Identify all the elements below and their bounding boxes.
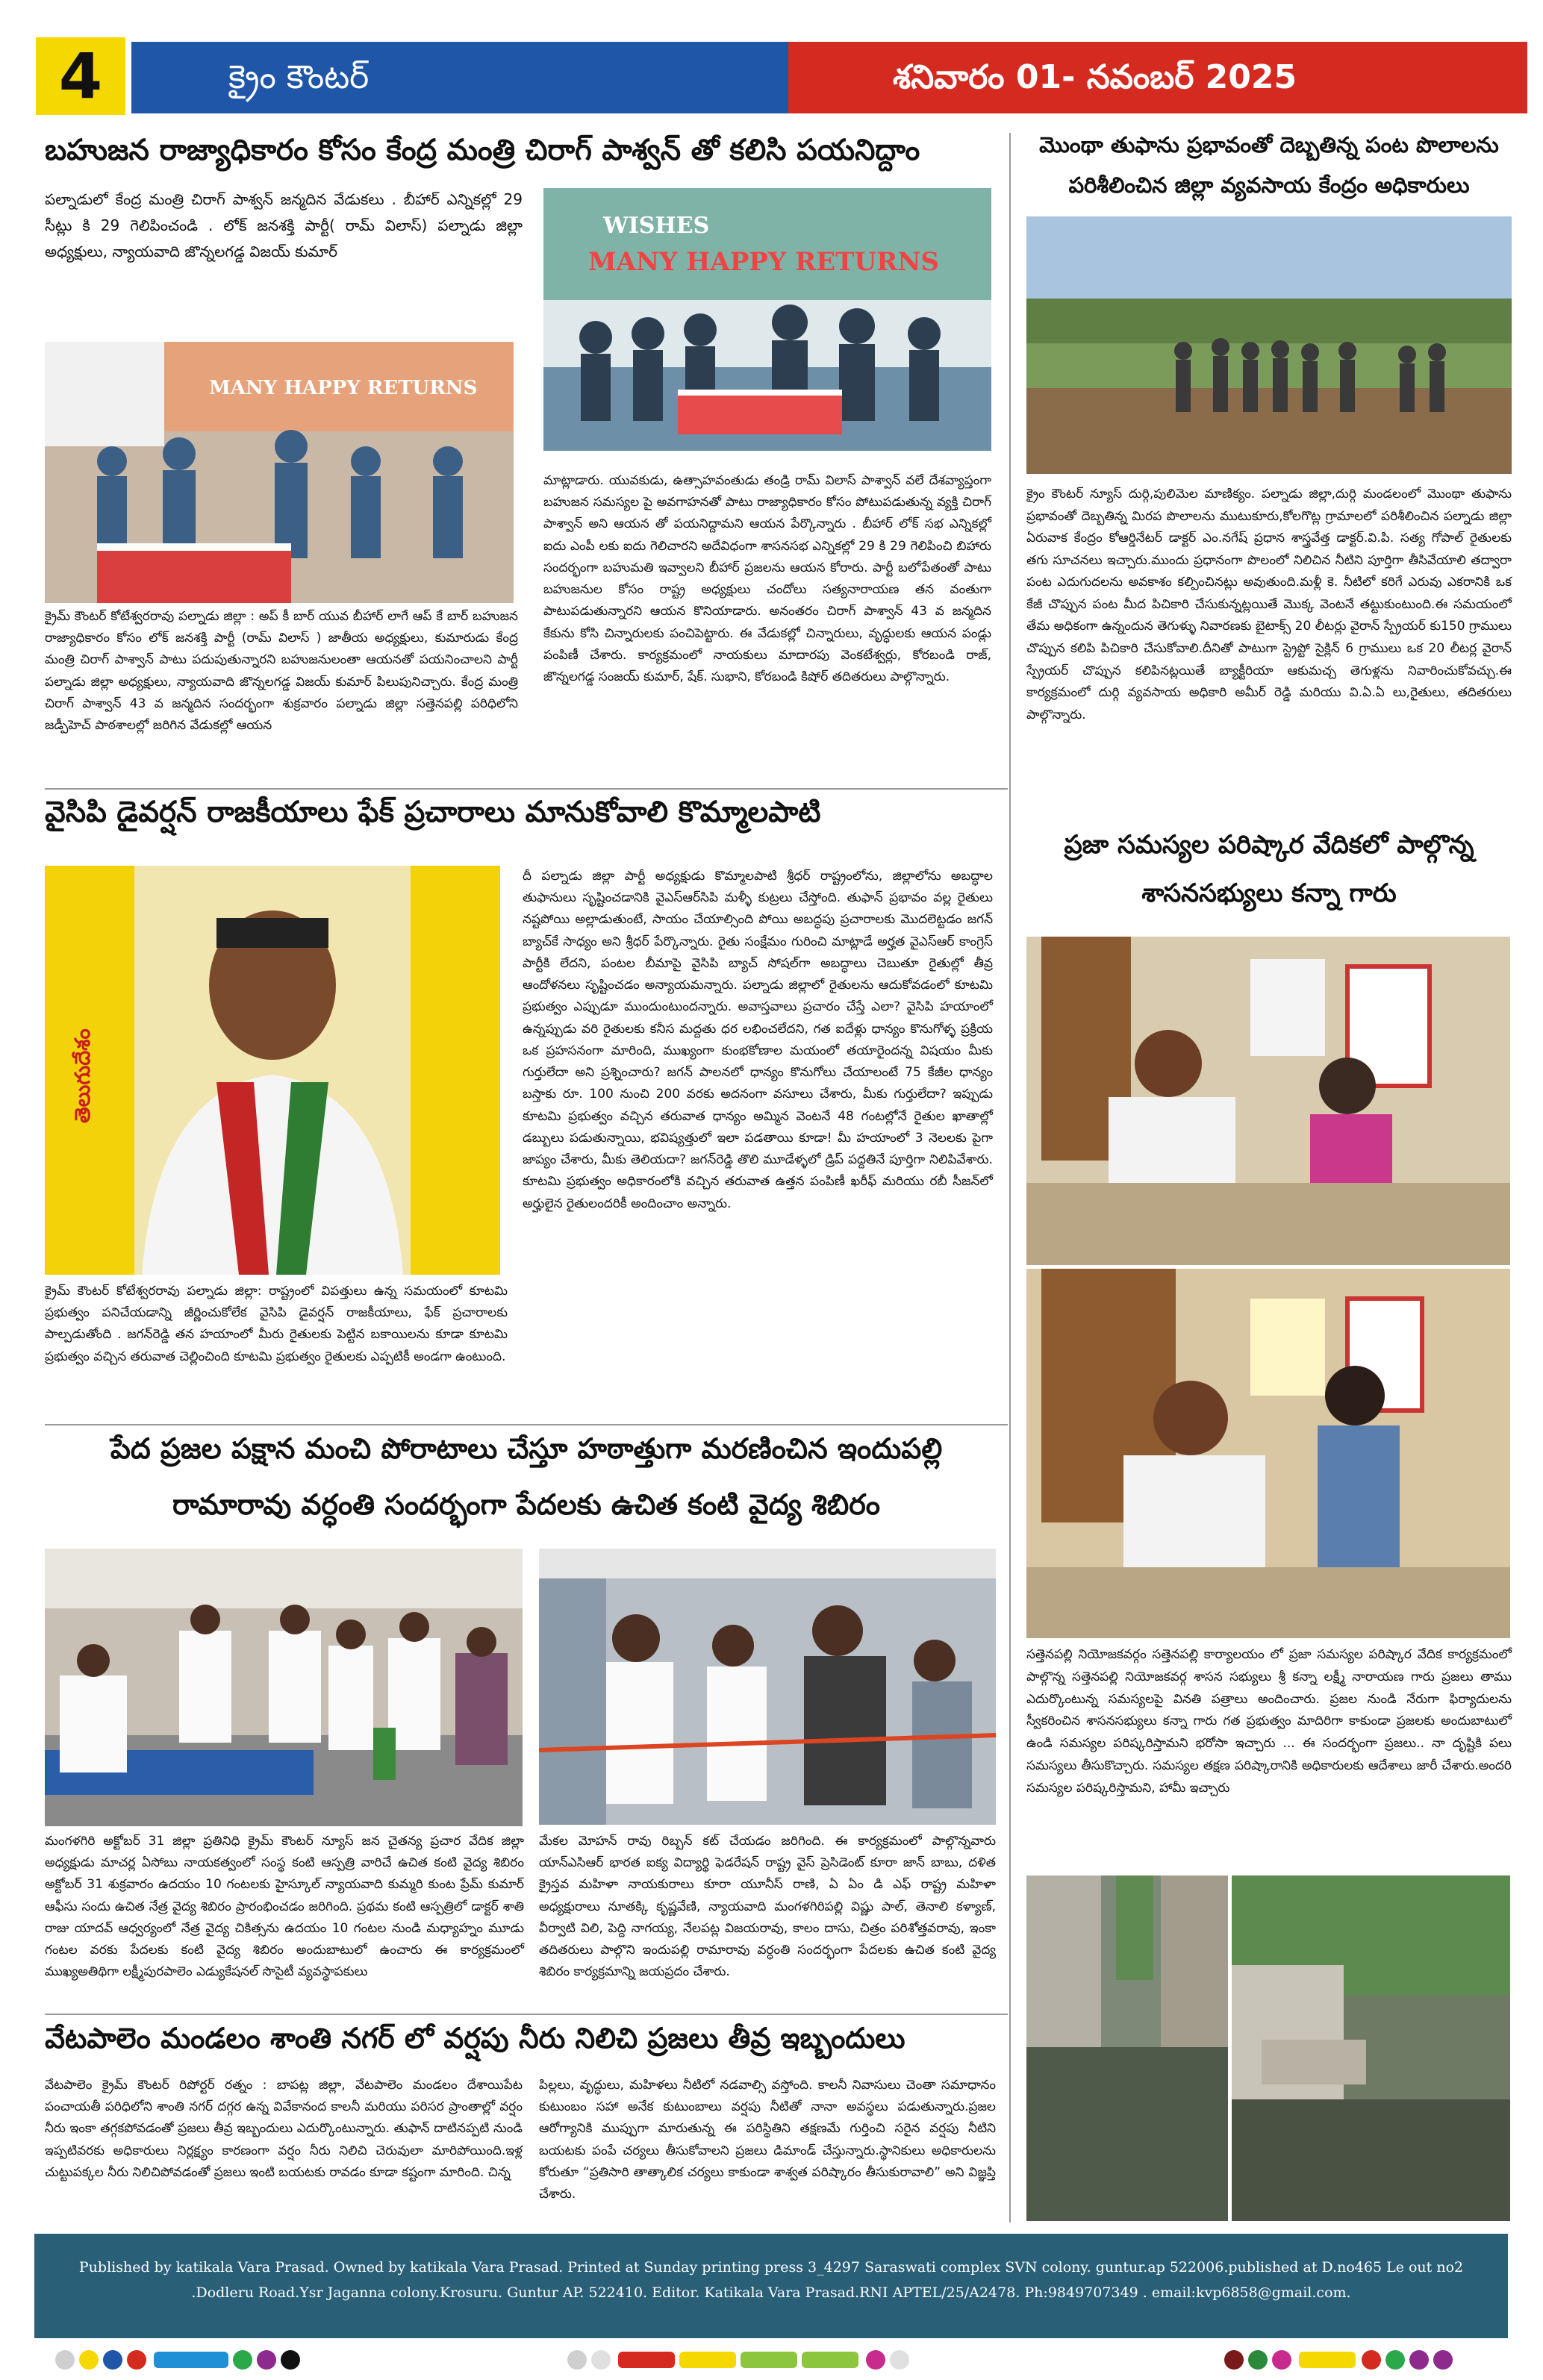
story6-body-left: వేటపాలెం క్రైమ్ కౌంటర్ రిపోర్టర్ రత్నం : బాపట్ల జిల్లా, వేటపాలెం మండలం దేశాయిపేట పంచాయతీ పరిధిలోని శాంతి నగర్ దగ్గర ఉన్న వివేకానంద కాలనీ మరియు పరిసర ప్రాంతాల్లో వర్షం నీరు ఇంకా తగ్గకపోవడంతో ప్రజలు తీవ్ర ఇబ్బందులు ఎదుర్కొంటున్నారు. తుఫాన్ దాటినప్పటి నుండి ఇప్పటివరకు అధికారులు నిర్లక్ష్యం కారణంగా వర్షం నీరు నిలిచి చెరువులా మారిపోయింది.ఇళ్ల చుట్టుపక్కల నీరు నిలిచిపోవడంతో ప్రజలు ఇంటి బయటకు రావడం కూడా కష్టంగా మారింది. చిన్న xyxy=(45,2078,523,2180)
section-divider xyxy=(45,1424,1008,1425)
footer-line1: Published by katikala Vara Prasad. Owned by katikala Vara Prasad. Printed at Sunday printing press 3_4297 Saraswati complex SVN colony. guntur.ap 522006.published at D.no465 Le out no2 xyxy=(78,2259,1464,2276)
story1-photo-cake xyxy=(543,188,991,451)
story3-body-left: క్రైమ్ కౌంటర్ కోటేశ్వరరావు పల్నాడు జిల్లా: రాష్ట్రంలో విపత్తులు ఉన్న సమయంలో కూటమి ప్రభుత్వం పనిచేయడాన్ని జీర్ణించుకోలేక వైసిపి డైవర్షన్ రాజకీయాలు, ఫేక్ ప్రచారాలకు పాల్పడుతోంది . జగన్‌రెడ్డి తన హయాంలో మీరు రైతులకు పెట్టిన బకాయిలను కూడా కూటమి ప్రభుత్వం వచ్చిన తరువాత చెల్లించింది కూటమి ప్రభుత్వం రైతులకు ఎప్పటికీ అండగా ఉంటుంది. xyxy=(45,1284,508,1364)
section-divider xyxy=(45,2014,1008,2015)
story1-intro: పల్నాడులో కేంద్ర మంత్రి చిరాగ్ పాశ్వన్ జన్మదిన వేడుకలు . బీహార్ ఎన్నికల్లో 29 సీట్లు కి 29 గెలిపించండి . లోక్ జనశక్తి పార్టీ( రామ్ విలాస్) పల్నాడు జిల్లా అధ్యక్షులు, న్యాయవాది జొన్నలగడ్డ విజయ్ కుమార్ xyxy=(45,190,523,260)
footer-line2: .Dodleru Road.Ysr Jaganna colony.Krosuru. Guntur AP. 522410. Editor. Katikala Vara Prasad.RNI APTEL/25/A2478. Ph:9849707349 . email:kvp6858@gmail.com. xyxy=(191,2284,1351,2301)
section-title: క్రైం కౌంటర్ xyxy=(131,42,788,113)
story5-headline-line2: రామారావు వర్ధంతి సందర్భంగా పేదలకు ఉచిత కంటి వైద్య శిబిరం xyxy=(172,1488,880,1521)
story3-photo-portrait xyxy=(45,866,500,1275)
story3-body-right: దీ పల్నాడు జిల్లా పార్టీ అధ్యక్షుడు కొమ్మాలపాటి శ్రీధర్ రాష్ట్రంలోను, జిల్లాలోను అబద్ధాల తుఫానులు సృష్టించడానికి వైఎస్ఆర్‌సిపి మళ్ళీ కుట్రలు చేస్తోంది. తుఫాన్ ప్రభావం వల్ల రైతులు నష్టపోయి అల్లాడుతుంటే, సాయం చేయాల్సింది పోయి అబద్ధపు ప్రచారాలకు మొదలెట్టడం జగన్ బ్యాచ్‌కే సాధ్యం అని శ్రీధర్ పేర్కొన్నారు. రైతు సంక్షేమం గురించి మాట్లాడే అర్హత వైఎస్ఆర్ కాంగ్రెస్ పార్టీకి లేదని, పంటల బీమాపై వైసిపి బ్యాచ్ సోషల్‌గా అబద్ధాలు చెబుతూ రైతుల్లో తీవ్ర ఆందోళనలు సృష్టించడం అన్యాయమన్నారు. పల్నాడు జిల్లాలో రైతులను ఆదుకోవడంలో కూటమి ప్రభుత్వం ఎప్పుడూ ముందుంటుందన్నారు. అవాస్తవాలు ప్రచారం చేస్తే ఎలా? వైసిపి హయాంలో ఉన్నప్పుడు వరి రైతులకు కనీస మద్దతు ధర లభించలేదని, గత ఐదేళ్లు ధాన్యం కొనుగోళ్ళ ప్రక్రియ ఒక ప్రహసనంగా మారింది, ముఖ్యంగా కుంభకోణాల మయంలో తయారైందన్న విషయం మీకు గుర్తులేదా అని ప్రశ్నించారు? జగన్ పాలనలో ధాన్యం కొనుగోలు చేయాలంటే 75 కేజీల ధాన్యం బస్తాకు రూ. 100 నుంచి 200 వరకు అదనంగా వసూలు చేశారు, మీకు గుర్తులేదా? ఇప్పుడు కూటమి ప్రభుత్వం వచ్చిన తరువాత ధాన్యం అమ్మిన వెంటనే 48 గంటల్లోనే రైతుల ఖాతాల్లో డబ్బులు పడుతున్నాయి, భవిష్యత్తులో ఇలా పడతాయి కూడా! మీ హయాంలో 3 నెలలకు పైగా జాప్యం చేశారు, మీకు తెలియదా? జగన్‌రెడ్డి తొలి మూడేళ్ళలో డ్రిప్ పద్దతినే పూర్తిగా నిలిపివేశారు. కూటమి ప్రభుత్వం అధికారంలోకి వచ్చిన తరువాత ఉత్తన పంపిణీ ఖరీఫ్ మరియు రబీ సీజన్‌లో అర్హులైన రైతులందరికీ అందించాం అన్నారు. xyxy=(523,869,993,1211)
page-number: 4 xyxy=(36,37,125,115)
story6-photo-2 xyxy=(1232,1875,1510,2221)
story6-photo-1 xyxy=(1026,1875,1228,2221)
story4-headline: ప్రజా సమస్యల పరిష్కార వేదికలో పాల్గొన్న శాసనసభ్యులు కన్నా గారు xyxy=(1064,830,1474,908)
story4-photo-1 xyxy=(1026,937,1510,1265)
story2-photo-field xyxy=(1026,216,1512,474)
story4-photo-2 xyxy=(1026,1269,1510,1638)
section-divider xyxy=(45,788,1008,790)
story2-headline: మొంథా తుఫాను ప్రభావంతో దెబ్బతిన్న పంట పొలాలను పరిశీలించిన జిల్లా వ్యవసాయ కేంద్రం అధికారులు xyxy=(1039,132,1499,198)
story5-body-left: మంగళగిరి అక్టోబర్ 31 జిల్లా ప్రతినిధి క్రైమ్ కౌంటర్ న్యూస్ జన చైతన్య ప్రచార వేదిక జిల్లా అధ్యక్షుడు మాచర్ల ఏసోబు నాయకత్వంలో సంస్థ కంటి ఆస్పత్రి వారిచే ఉచిత కంటి వైద్య శిబిరం అక్టోబర్ 31 శుక్రవారం ఉదయం 10 గంటలకు హైస్కూల్ న్యాయవాది కుమ్మరి కుంట ప్రేమ్ కుమార్ ఆఫీసు సందు ఉచిత నేత్ర వైద్య శిబిరం ప్రారంభించడం జరిగింది. ప్రథమ కంటి ఆస్పత్రిలో డాక్టర్ శాతి రాజు యాదవ్ ఆధ్వర్యంలో నేత్ర వైద్య చికిత్సను ఉదయం 10 గంటల నుండి మధ్యాహ్నం మూడు గంటల వరకు పేదలకు కంటి వైద్య శిబిరం అందుబాటులో ఉంచారు ఈ కార్యక్రమంలో ముఖ్యఅతిథిగా లక్ష్మీపురపాలెం ఎడ్యుకేషనల్ సొసైటీ వ్యవస్థాపకులు xyxy=(45,1834,524,1980)
story5-headline-line1: పేద ప్రజల పక్షాన మంచి పోరాటాలు చేస్తూ హఠాత్తుగా మరణించిన ఇందుపల్లి xyxy=(110,1432,943,1465)
story3-headline: వైసిపి డైవర్షన్ రాజకీయాలు ఫేక్ ప్రచారాలు మానుకోవాలి కొమ్మాలపాటి xyxy=(45,796,821,829)
story1-body-right: మాట్లాడారు. యువకుడు, ఉత్సాహవంతుడు తండ్రి రామ్ విలాస్ పాశ్వాన్ వలే దేశవ్యాప్తంగా బహుజన సమస్యల పై అవగాహనతో పాటు రాజ్యాధికారం కోసం పోటుపడుతున్న వ్యక్తి చిరాగ్ పాశ్వాన్ అని ఆయన తో పయనిద్దామని ఆయన పేర్కొన్నారు . బీహార్ లోక్ సభ ఎన్నికల్లో ఐదు ఎంపీ లకు ఐదు గెలిచారని అదేవిధంగా శాసనసభ ఎన్నికల్లో 29 కి 29 గెలిపించి బిహారు సందర్భంగా బహుమతి ఇవ్వాలని బీహార్ ప్రజలను ఆయన కోరారు. పార్టీ బలోపేతంతో పాటు బహుజనుల కోసం రాష్ట్ర అధ్యక్షులు చందోలు సత్యనారాయణ తన వంతుగా పాటుపడుతున్నారని ఆయన కొనియాడారు. అనంతరం చిరాగ్ పాశ్వాన్ 43 వ జన్మదిన కేకును కోసి చిన్నారులకు పంచిపెట్టారు. ఈ వేడుకల్లో చిన్నారులు, వృద్ధులకు ఆయన పండ్లు పంపిణీ చేశారు. కార్యక్రమంలో నాయకులు మాదారపు వెంకటేశ్వర్లు, కోరబండి రాజ్, జొన్నలగడ్డ సంజయ్ కుమార్, షేక్. సుభాని, కోరబండి కిషోర్ తదితరులు పాల్గొన్నారు. xyxy=(543,473,991,685)
story4-body: సత్తెనపల్లి నియోజకవర్గం సత్తెనపల్లి కార్యాలయం లో ప్రజా సమస్యల పరిష్కార వేదిక కార్యక్రమంలో పాల్గొన్న సత్తెనపల్లి నియోజకవర్గ శాసన సభ్యులు శ్రీ కన్నా లక్ష్మీ నారాయణ గారు ప్రజలు తాము ఎదుర్కొంటున్న సమస్యలపై వినతి పత్రాలు అందించారు. ప్రజల నుండి నేరుగా ఫిర్యాదులను స్వీకరించిన శాసనసభ్యులు కన్నా గారు గత ప్రభుత్వం మాదిరిగా కాకుండా ప్రజలకు అందుబాటులో ఉండి సమస్యల పరిష్కరిస్తామని భరోసా ఇచ్చారు ... ఈ సందర్భంగా ప్రజలు.. నా దృష్టికి పలు సమస్యలు తీసుకొచ్చారు. సమస్యల తక్షణ పరిష్కారానికి అధికారులకు ఆదేశాలు జారీ చేశారు.అందరి సమస్యల పరిష్కరిస్తామని, హామీ ఇచ్చారు xyxy=(1026,1647,1512,1796)
story1-headline: బహుజన రాజ్యాధికారం కోసం కేంద్ర మంత్రి చిరాగ్ పాశ్వన్ తో కలిసి పయనిద్దాం xyxy=(45,134,920,167)
flag-text: తెలుగుదేశం xyxy=(70,1028,95,1123)
story1-photo-group xyxy=(45,342,514,603)
svg-text:WISHES: WISHES xyxy=(603,213,710,239)
story6-headline: వేటపాలెం మండలం శాంతి నగర్ లో వర్షపు నీరు నిలిచి ప్రజలు తీవ్ర ఇబ్బందులు xyxy=(45,2022,905,2055)
story6-body-right: పిల్లలు, వృద్ధులు, మహిళలు నీటిలో నడవాల్సి వస్తోంది. కాలనీ నివాసులు చెంతా సమాధానం కుటుంబం సహా అనేక కుటుంబాలు వర్షపు నీటితో నానా అవస్థలు పడుతున్నారు.ప్రజల ఆరోగ్యానికి ముప్పుగా మారుతున్న ఈ పరిస్థితిని తక్షణమే గుర్తించి సరైన వర్షపు నీటిని బయటకు పంపే చర్యలు తీసుకోవాలని ప్రజలు డిమాండ్ చేస్తున్నారు.స్థానికులు అధికారులను కోరుతూ “ప్రతిసారి తాత్కాలిక చర్యలు కాకుండా శాశ్వత పరిష్కారం తీసుకురావాలి” అని విజ్ఞప్తి చేశారు. xyxy=(539,2078,996,2202)
story5-body-right: మేకల మోహన్ రావు రిబ్బన్ కట్ చేయడం జరిగింది. ఈ కార్యక్రమంలో పాల్గొన్నవారు యాన్ఎసిఆర్ భారత ఐక్య విద్యార్థి ఫెడరేషన్ రాష్ట్ర వైస్ ప్రెసిడెంట్ కూరా జాన్ బాబు, దళిత క్రైస్తవ మహిళా నాయకురాలు కూరా యూనీస్ రాణి, ఏ ఏం డి ఎఫ్ రాష్ట్ర మహిళా అధ్యక్షురాలు నూతక్కి కృష్ణవేణి, న్యాయవాది మంగళగిరిపల్లి విష్ణు పాల్, తెనాలి కళ్యాణ్, వీర్వాటి విలి, పెద్ది నాగయ్య, నేలపట్ల విజయరావు, కాలం దాసు, చిత్రం పరిశోత్తవరావు, ఇంకా తదితరులు పాల్గొని ఇందుపల్లి రామారావు వర్ధంతి సందర్భంగా పేదలకు ఉచిత కంటి వైద్య శిబిరం కార్యక్రమాన్ని జయప్రదం చేశారు. xyxy=(539,1834,996,1980)
story1-body-left: క్రైమ్ కౌంటర్ కోటేశ్వరరావు పల్నాడు జిల్లా : అప్ కీ బార్ యువ బీహార్ లాగే ఆప్ కే బార్ బహుజన రాజ్యాధికారం కోసం లోక్ జనశక్తి పార్టీ (రామ్ విలాస్ ) జాతీయ అధ్యక్షులు, కుమారుడు కేంద్ర మంత్రి చిరాగ్ పాశ్వాన్ పాటు పదుపుతున్నారని బహుజనులంతా ఆయనతో పయనించాలని పార్టీ పల్నాడు జిల్లా అధ్యక్షులు, న్యాయవాది జొన్నలగడ్డ విజయ్ కుమార్ పిలుపునిచ్చారు. కేంద్ర మంత్రి చిరాగ్ పాశ్వాన్ 43 వ జన్మదిన సందర్భంగా శుక్రవారం పల్నాడు జిల్లా సత్తెనపల్లి పరిధిలోని జడ్పీహెచ్ పాఠశాలల్లో జరిగిన వేడుకల్లో ఆయన xyxy=(45,609,518,734)
issue-date: శనివారం 01- నవంబర్ 2025 xyxy=(788,42,1527,113)
imprint-footer xyxy=(34,2234,1508,2338)
story2-body: క్రైం కౌంటర్ న్యూస్ దుర్గి,పులిమెల మాణిక్యం. పల్నాడు జిల్లా,దుర్గి మండలంలో మొంథా తుఫాను ప్రభావంతో దెబ్బతిన్న మిరప పొలాలను ముటుకూరు,కోలగొట్ల గ్రామాలలో పరిశీలించిన పల్నాడు జిల్లా ఏరువాక కేంద్రం కోఆర్డినేటర్ డాక్టర్ ఎం.నగేష్ ప్రధాన శాస్త్రవేత్త డాక్టర్.వి.పి. సత్య గోపాల్ రైతులకు తగు సూచనలు ఇచ్చారు.ముందు ప్రధానంగా పొలంలో నిలిచిన నీటిని పూర్తిగా తీసివేయాలి తద్వారా పంట ఎదుగుదలను అవకాశం కల్పించినట్లు అవుతుంది.మళ్లీ కె. నీటిలో కరిగే ఎరువు ఎకరానికి ఒక కేజీ చొప్పున పంట మీద పిచికారి చేసుకున్నట్లయితే మొక్క వెంటనే తట్టుకుంటుంది.ఈ సమయంలో తేమ అధికంగా ఉన్నందున తెగుళ్ళు నివారణకు బైటాక్స్ 20 లీటర్లు వైరాన్ స్ప్రేయర్ కు150 గ్రాములు చొప్పున కలిపి పిచికారి చేసుకోవాలి.దీనితో పాటుగా స్ట్రెప్టో సైక్లిన్ 6 గ్రాములు ఒక 20 లీటర్ల వైరాన్ స్ప్రేయర్ చొప్పున కలిపినట్లయితే బ్యాక్టీరియా ఆకుమచ్చ తెగుళ్లను నివారించుకోవచ్చు.ఈ కార్యక్రమంలో దుర్గి వ్యవసాయ అధికారి అమీర్ రెడ్డి మరియు వి.ఏ.ఏ లు,రైతులు, తదితరులు పాల్గొన్నారు. xyxy=(1026,487,1512,722)
story5-photo-2 xyxy=(539,1549,996,1825)
story5-photo-1 xyxy=(45,1549,523,1826)
column-divider xyxy=(1009,133,1011,2223)
svg-text:MANY HAPPY RETURNS: MANY HAPPY RETURNS xyxy=(588,247,939,277)
svg-text:MANY HAPPY RETURNS: MANY HAPPY RETURNS xyxy=(209,377,478,399)
